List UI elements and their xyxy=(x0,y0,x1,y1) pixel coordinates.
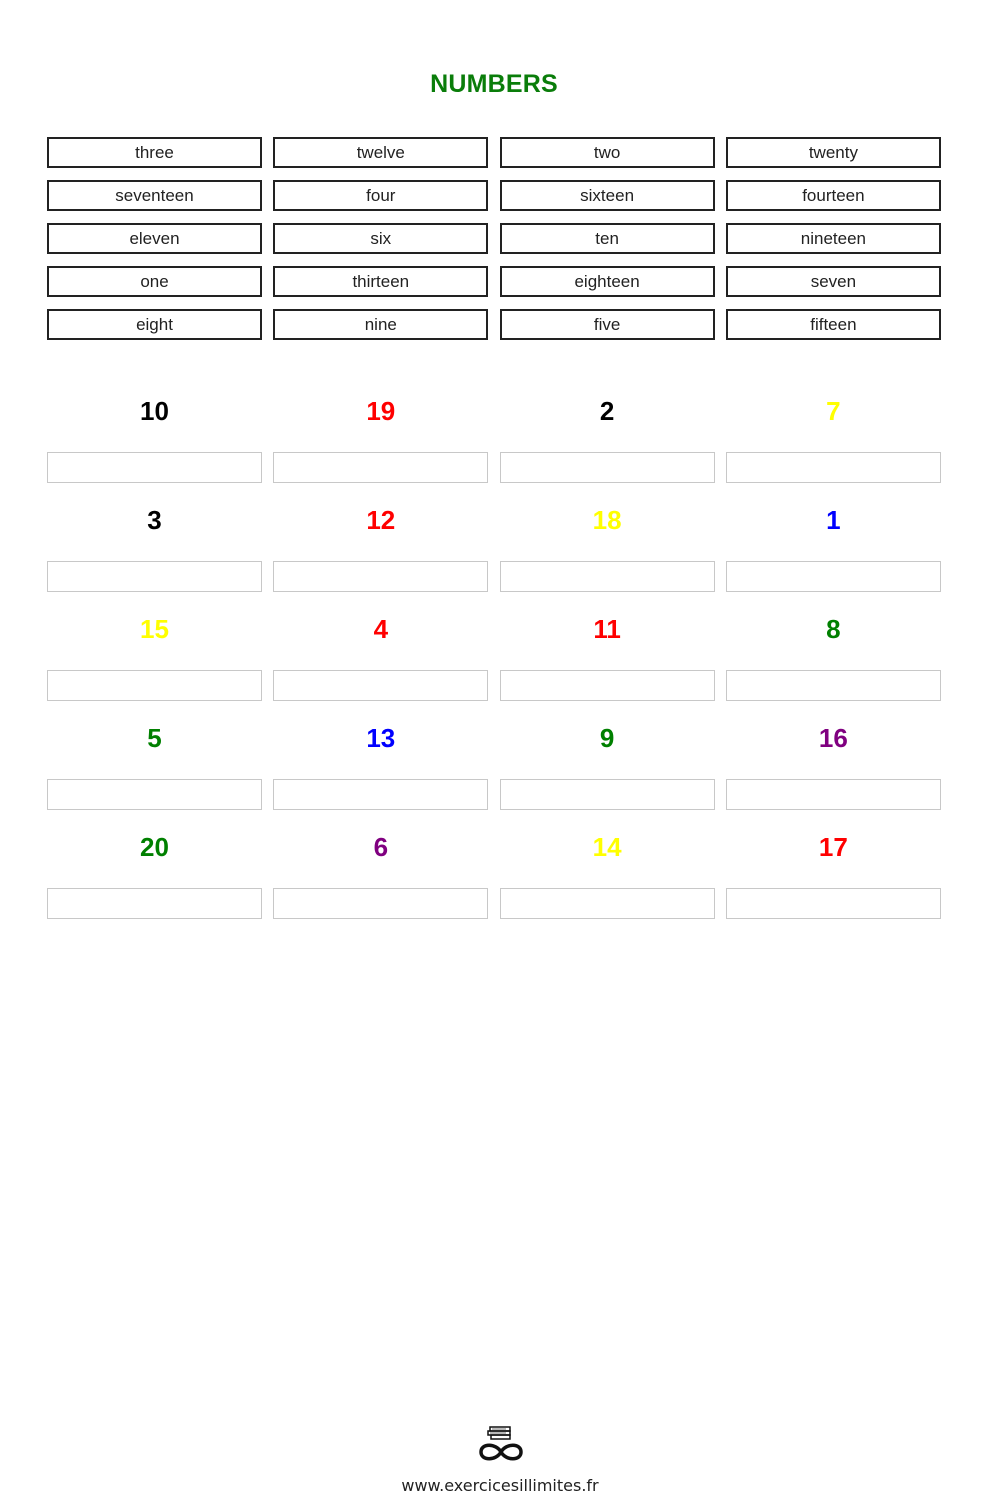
answer-box[interactable] xyxy=(273,452,488,483)
number-value: 4 xyxy=(373,614,389,644)
number-item xyxy=(47,389,262,498)
number-value: 5 xyxy=(147,723,162,753)
page-title: NUMBERS xyxy=(430,70,558,98)
word-bank-item[interactable]: nineteen xyxy=(726,223,941,254)
number-item xyxy=(726,498,941,607)
answer-box[interactable] xyxy=(47,779,262,810)
answer-box[interactable] xyxy=(273,670,488,701)
number-value: 20 xyxy=(140,832,169,862)
footer-url[interactable]: www.exercicesillimites.fr xyxy=(401,1476,599,1495)
number-item xyxy=(726,607,941,716)
answer-box[interactable] xyxy=(726,561,941,592)
number-value: 8 xyxy=(826,614,841,644)
number-value: 7 xyxy=(826,396,841,426)
number-value: 11 xyxy=(593,614,621,644)
word-bank-item[interactable]: fourteen xyxy=(726,180,941,211)
answer-box[interactable] xyxy=(500,561,715,592)
number-item xyxy=(47,716,262,825)
word-bank-item[interactable]: five xyxy=(500,309,715,340)
number-item xyxy=(273,498,488,607)
number-item xyxy=(273,389,488,498)
word-bank-item[interactable]: fifteen xyxy=(726,309,941,340)
word-bank-item[interactable]: seventeen xyxy=(47,180,262,211)
number-value: 1 xyxy=(826,505,841,535)
number-item xyxy=(273,825,488,934)
word-bank-item[interactable]: seven xyxy=(726,266,941,297)
word-bank-item[interactable]: ten xyxy=(500,223,715,254)
number-value: 12 xyxy=(366,505,396,535)
word-bank-item[interactable]: twelve xyxy=(273,137,488,168)
number-item xyxy=(273,716,488,825)
number-value: 14 xyxy=(592,832,622,862)
number-item xyxy=(47,607,262,716)
answer-box[interactable] xyxy=(273,779,488,810)
number-value: 10 xyxy=(140,396,169,426)
word-bank-item[interactable]: nine xyxy=(273,309,488,340)
number-value: 16 xyxy=(818,723,848,753)
answer-box[interactable] xyxy=(273,888,488,919)
word-bank-item[interactable]: eight xyxy=(47,309,262,340)
answer-box[interactable] xyxy=(273,561,488,592)
number-item xyxy=(47,498,262,607)
word-bank-item[interactable]: four xyxy=(273,180,488,211)
word-bank-item[interactable]: thirteen xyxy=(273,266,488,297)
answer-box[interactable] xyxy=(47,561,262,592)
number-value: 13 xyxy=(366,723,396,753)
number-value: 3 xyxy=(147,505,162,535)
number-value: 15 xyxy=(140,614,169,644)
infinity-books-logo-icon xyxy=(476,1425,526,1465)
answer-box[interactable] xyxy=(500,670,715,701)
number-item xyxy=(500,389,715,498)
word-bank-item[interactable]: eighteen xyxy=(500,266,715,297)
number-item xyxy=(726,716,941,825)
number-item xyxy=(273,607,488,716)
number-value: 17 xyxy=(818,832,848,862)
number-exercise-grid xyxy=(47,389,941,934)
word-bank xyxy=(47,137,941,340)
word-bank-item[interactable]: three xyxy=(47,137,262,168)
word-bank-item[interactable]: twenty xyxy=(726,137,941,168)
number-item xyxy=(726,389,941,498)
number-value: 2 xyxy=(599,396,615,426)
number-item xyxy=(500,825,715,934)
answer-box[interactable] xyxy=(726,779,941,810)
answer-box[interactable] xyxy=(500,888,715,919)
number-value: 19 xyxy=(366,396,396,426)
word-bank-item[interactable]: one xyxy=(47,266,262,297)
answer-box[interactable] xyxy=(47,670,262,701)
answer-box[interactable] xyxy=(726,452,941,483)
number-item xyxy=(500,607,715,716)
answer-box[interactable] xyxy=(726,670,941,701)
word-bank-item[interactable]: two xyxy=(500,137,715,168)
answer-box[interactable] xyxy=(726,888,941,919)
answer-box[interactable] xyxy=(47,452,262,483)
answer-box[interactable] xyxy=(47,888,262,919)
word-bank-item[interactable]: sixteen xyxy=(500,180,715,211)
number-value: 18 xyxy=(592,505,622,535)
word-bank-item[interactable]: six xyxy=(273,223,488,254)
number-value: 9 xyxy=(599,723,615,753)
answer-box[interactable] xyxy=(500,452,715,483)
number-item xyxy=(500,498,715,607)
word-bank-item[interactable]: eleven xyxy=(47,223,262,254)
number-item xyxy=(726,825,941,934)
number-value: 6 xyxy=(373,832,389,862)
answer-box[interactable] xyxy=(500,779,715,810)
number-item xyxy=(500,716,715,825)
number-item xyxy=(47,825,262,934)
